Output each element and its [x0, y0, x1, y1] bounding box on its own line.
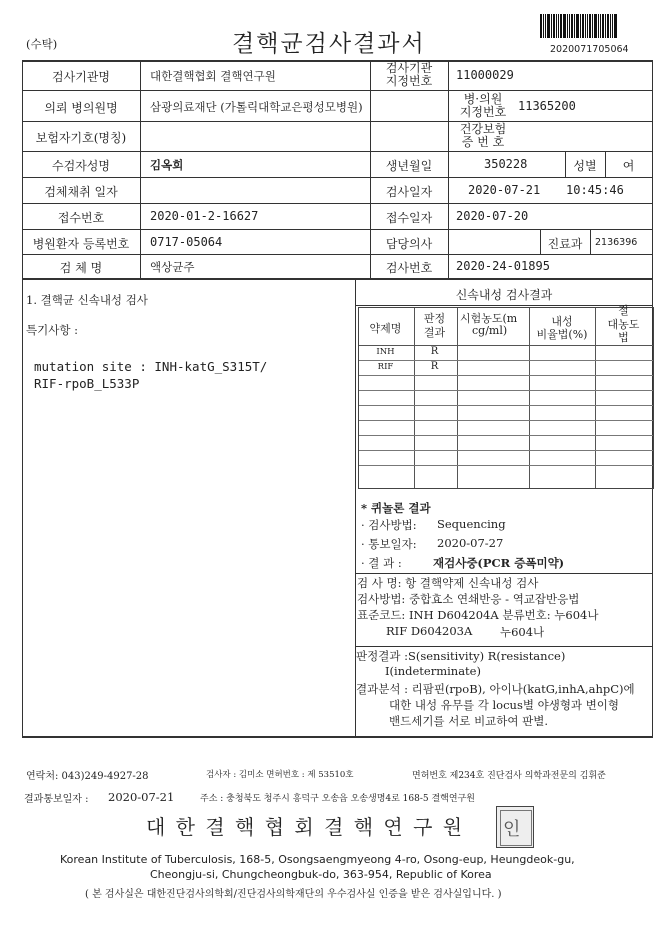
- address-en-2: Cheongju-si, Chungcheongbuk-do, 363-954, Republic of Korea: [150, 868, 492, 881]
- exam-name-line: 검 사 명: 항 결핵약제 신속내성 검사: [357, 576, 539, 590]
- col-abs-3: 법: [618, 331, 629, 344]
- barcode-bar: [560, 14, 562, 38]
- dept-divider: [590, 229, 591, 254]
- inst-no-label-2: 지정번호: [385, 74, 433, 88]
- test-date-label: 검사일자: [385, 185, 433, 199]
- inst-value: 대한결핵협회 결핵연구원: [150, 69, 276, 83]
- inst-no-label-1: 검사기관: [385, 61, 433, 75]
- col-drug: 약제명: [369, 322, 402, 335]
- doctor-label: 담당의사: [385, 237, 433, 251]
- result-middle-divider: [355, 280, 356, 736]
- result-title: 신속내성 검사결과: [455, 288, 553, 302]
- col-conc-1: 시험농도(m: [460, 312, 518, 325]
- hosp-no-value: 11365200: [518, 99, 576, 113]
- info-table-bottom-border: [22, 278, 653, 280]
- barcode-bar: [567, 14, 568, 38]
- barcode-bar: [563, 14, 566, 38]
- certification: ( 본 검사실은 대한진단검사의학회/진단검사의학재단의 우수검사실 인증을 받은 검사실입니다. ): [85, 889, 502, 900]
- recv-date-value: 2020-07-20: [456, 209, 529, 223]
- info-row-line: [22, 203, 653, 204]
- mutation-line-2: RIF-rpoB_L533P: [34, 376, 140, 391]
- barcode-bar: [614, 14, 617, 38]
- test-time-value: 10:45:46: [566, 183, 624, 197]
- specimen-value: 액상균주: [150, 260, 195, 274]
- barcode-bar: [558, 14, 559, 38]
- barcode-bar: [569, 14, 570, 38]
- patient-no-label: 병원환자 등록번호: [32, 237, 130, 251]
- col-ratio-1: 내성: [551, 315, 573, 328]
- barcode: [540, 14, 618, 38]
- barcode-bar: [556, 14, 557, 38]
- exam-code-line: 표준코드: INH D604204A 분류번호: 누604나: [357, 608, 599, 622]
- report-date-label: 결과통보일자 :: [24, 794, 89, 805]
- sex-label: 성별: [573, 159, 597, 173]
- mutation-line-1: mutation site : INH-katG_S315T/: [34, 359, 268, 374]
- barcode-bar: [547, 14, 550, 38]
- result-bottom-border: [22, 736, 653, 738]
- birth-value: 350228: [484, 157, 528, 171]
- col-ratio-2: 비율법(%): [536, 328, 588, 341]
- interp-top-line: [355, 646, 653, 647]
- test-no-label: 검사번호: [385, 261, 433, 275]
- quinolone-notice-label: · 통보일자:: [361, 537, 417, 551]
- barcode-bar: [587, 14, 588, 38]
- info-col-divider-1: [140, 60, 141, 278]
- info-table-top-border: [22, 60, 652, 62]
- col-abs-2: 대농도: [607, 318, 640, 331]
- info-row-line: [22, 254, 653, 255]
- address-kr: 주소 : 충청북도 청주시 흥덕구 오송읍 오송생명4로 168-5 결핵연구원: [200, 794, 475, 804]
- receipt-mark: (수탁): [26, 37, 58, 51]
- col-conc-2: cg/ml): [472, 324, 508, 337]
- name-value: 김옥희: [150, 158, 184, 172]
- official-seal: [496, 806, 534, 848]
- name-label: 수검자성명: [52, 159, 110, 173]
- test-no-value: 2020-24-01895: [456, 259, 550, 273]
- barcode-bar: [582, 14, 584, 38]
- barcode-bar: [607, 14, 609, 38]
- sex-value: 여: [622, 159, 635, 173]
- quinolone-notice-value: 2020-07-27: [437, 536, 504, 550]
- quinolone-result-label: · 결 과 :: [361, 556, 402, 570]
- quinolone-method-value: Sequencing: [437, 517, 506, 531]
- interp-line-2: I(indeterminate): [385, 664, 481, 678]
- barcode-bar: [576, 14, 579, 38]
- address-en-1: Korean Institute of Tuberculosis, 168-5, Osongsaengmyeong 4-ro, Osong-eup, Heungdeok-gu,: [60, 853, 575, 866]
- seal-glyph: 인: [503, 819, 521, 840]
- ins-no-label-2: 증 번 호: [461, 135, 505, 149]
- patient-no-value: 0717-05064: [150, 235, 223, 249]
- barcode-bar: [553, 14, 555, 38]
- page-title: 결핵균검사결과서: [232, 31, 426, 57]
- collect-label: 검체채취 일자: [44, 185, 118, 199]
- hosp-no-label-2: 지정번호: [459, 105, 507, 119]
- interp-line-1: 판정결과 :S(sensitivity) R(resistance): [356, 649, 566, 663]
- quinolone-result-value: 재검사중(PCR 증폭미약): [433, 556, 565, 570]
- dept-label: 진료과: [547, 237, 583, 251]
- info-row-line: [22, 177, 653, 178]
- recv-no-value: 2020-01-2-16627: [150, 209, 259, 223]
- insured-label: 보험자기호(명칭): [35, 131, 127, 145]
- notes-label: 특기사항 :: [26, 323, 78, 337]
- exam-method-line: 검사방법: 중합효소 연쇄반응 - 역교잡반응법: [357, 592, 580, 606]
- barcode-bar: [571, 14, 573, 38]
- dept-value: 2136396: [595, 237, 638, 248]
- inst-label: 검사기관명: [52, 70, 110, 84]
- inst-no-value: 11000029: [456, 68, 514, 82]
- ins-no-label-1: 건강보험: [459, 122, 507, 136]
- exam-code-line-2b: 누604나: [500, 625, 545, 639]
- hosp-label: 의뢰 병의원명: [44, 101, 118, 115]
- result-left-border: [22, 280, 23, 737]
- recv-no-label: 접수번호: [57, 211, 105, 225]
- barcode-bar: [545, 14, 546, 38]
- info-row-line: [22, 151, 653, 152]
- barcode-bar: [600, 14, 601, 38]
- test-date-value: 2020-07-21: [468, 183, 541, 197]
- interp-line-5: 밴드세기를 서로 비교하여 판별.: [389, 714, 549, 728]
- interp-line-3: 결과분석 : 리팜핀(rpoB), 아이나(katG,inhA,ahpC)에: [356, 682, 635, 696]
- specimen-label: 검 체 명: [59, 261, 103, 275]
- barcode-bar: [605, 14, 606, 38]
- section-title: 1. 결핵균 신속내성 검사: [26, 293, 148, 307]
- row-judge-inh: R: [430, 346, 439, 357]
- info-table-right-border: [652, 60, 653, 278]
- barcode-bar: [540, 14, 542, 38]
- col-judge-2: 결과: [423, 326, 446, 339]
- barcode-bar: [610, 14, 611, 38]
- row-drug-rif: RIF: [377, 362, 394, 372]
- contact: 연락처: 043)249-4927-28: [26, 771, 149, 782]
- license: 면허번호 제234호 진단검사 의학과전문의 김휘준: [412, 771, 606, 781]
- col-abs-1: 절: [618, 304, 629, 317]
- quinolone-method-label: · 검사방법:: [361, 518, 417, 532]
- barcode-bar: [612, 14, 613, 38]
- barcode-bar: [551, 14, 552, 38]
- info-row-line: [22, 229, 653, 230]
- birth-label: 생년월일: [385, 159, 433, 173]
- exam-code-line-2a: RIF D604203A: [386, 624, 473, 638]
- info-row-line: [22, 121, 653, 122]
- quinolone-title: * 퀴놀론 결과: [361, 501, 431, 515]
- examiner: 검사자 : 김미소 면허번호 : 제 53510호: [206, 770, 354, 780]
- barcode-bar: [580, 14, 581, 38]
- barcode-bar: [585, 14, 586, 38]
- barcode-bar: [594, 14, 597, 38]
- barcode-number: 2020071705064: [550, 44, 629, 55]
- barcode-bar: [574, 14, 575, 38]
- recv-date-label: 접수일자: [385, 211, 433, 225]
- barcode-bar: [543, 14, 544, 38]
- barcode-bar: [589, 14, 591, 38]
- row-drug-inh: INH: [376, 347, 395, 357]
- interp-line-4: 대한 내성 유무를 각 locus별 야생형과 변이형: [389, 698, 620, 712]
- exam-info-top-line: [355, 573, 653, 574]
- barcode-bar: [598, 14, 599, 38]
- hosp-value: 삼광의료재단 (가톨릭대학교은평성모병원): [150, 100, 363, 114]
- info-row-line: [22, 90, 653, 91]
- hosp-no-label-1: 병·의원: [463, 92, 503, 106]
- barcode-bar: [602, 14, 604, 38]
- col-judge-1: 판정: [423, 312, 446, 325]
- barcode-bar: [592, 14, 593, 38]
- row-judge-rif: R: [430, 361, 439, 372]
- org-name: 대 한 결 핵 협 회 결 핵 연 구 원: [146, 815, 465, 839]
- report-date-value: 2020-07-21: [108, 790, 175, 804]
